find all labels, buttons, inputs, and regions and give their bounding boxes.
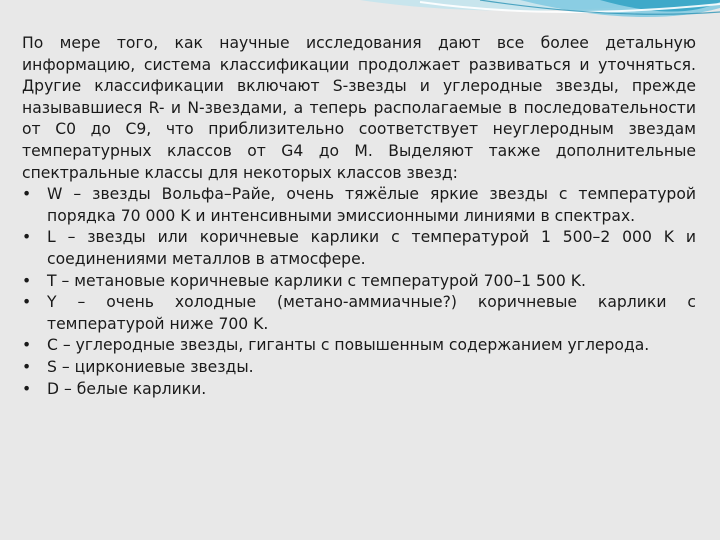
bullet-icon: •	[22, 336, 32, 355]
list-item-text: T – метановые коричневые карлики с температурой 700–1 500 K.	[47, 271, 586, 290]
list-item-y	[22, 292, 696, 335]
list-item-w	[22, 184, 696, 227]
list-item-s	[22, 357, 696, 379]
list-item-d	[22, 379, 696, 401]
list-item-c	[22, 335, 696, 357]
bullet-icon: •	[22, 357, 32, 376]
intro-paragraph: По мере того, как научные исследования дают все более детальную информацию, система классификации продолжает развиваться и уточняться. Другие классификации включают S-звезды и углеродные звезды, прежде называвшиеся R- и N-звездами, а теперь располагаемые в последовательности от C0 до C9, что приблизительно соответствует неуглеродным звездам температурных классов от G4 до M. Выделяют также дополнительные спектральные классы для некоторых классов звезд:	[22, 34, 696, 182]
bullet-icon: •	[22, 228, 32, 247]
list-item-text: L – звезды или коричневые карлики с температурой 1 500–2 000 K и соединениями металлов в атмосфере.	[47, 228, 696, 268]
list-item-text: W – звезды Вольфа–Райе, очень тяжёлые яркие звезды с температурой порядка 70 000 K и интенсивными эмиссионными линиями в спектрах.	[47, 185, 696, 225]
spectral-class-list	[22, 184, 696, 400]
bullet-icon: •	[22, 185, 32, 204]
list-item-text: D – белые карлики.	[47, 379, 207, 398]
list-item-l	[22, 227, 696, 270]
bullet-icon: •	[22, 293, 32, 312]
list-item-text: Y – очень холодные (метано-аммиачные?) коричневые карлики с температурой ниже 700 K.	[47, 293, 696, 333]
list-item-text: S – циркониевые звезды.	[47, 357, 254, 376]
bullet-icon: •	[22, 271, 32, 290]
list-item-t	[22, 271, 696, 293]
list-item-text: C – углеродные звезды, гиганты с повышенным содержанием углерода.	[47, 336, 650, 355]
slide-body	[22, 33, 696, 400]
bullet-icon: •	[22, 379, 32, 398]
